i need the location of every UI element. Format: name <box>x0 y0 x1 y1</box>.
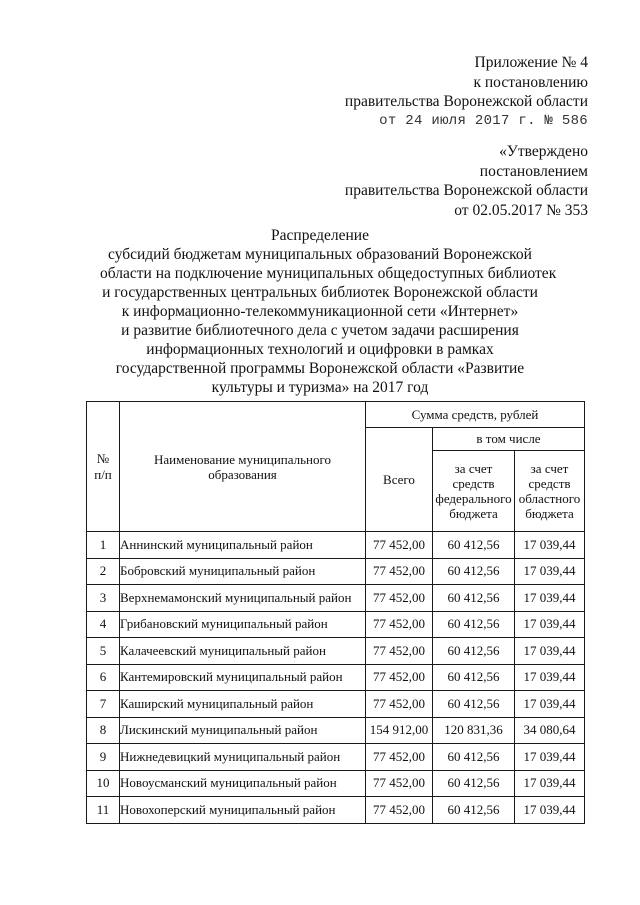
header-federal-line: за счет <box>454 461 493 476</box>
title-line: субсидий бюджетам муниципальных образований Воронежской <box>108 246 532 263</box>
title-line: культуры и туризма» на 2017 год <box>211 379 429 396</box>
row-federal: 120 831,36 <box>433 717 515 744</box>
row-number: 6 <box>87 664 120 691</box>
approved-line-1: «Утверждено <box>499 143 588 160</box>
row-total: 77 452,00 <box>366 744 433 771</box>
table-row <box>87 664 585 691</box>
row-name: Каширский муниципальный район <box>120 691 366 718</box>
row-total: 77 452,00 <box>366 532 433 559</box>
row-federal: 60 412,56 <box>433 611 515 638</box>
row-number: 8 <box>87 717 120 744</box>
table-row <box>87 717 585 744</box>
header-name <box>120 402 366 532</box>
table-row <box>87 585 585 612</box>
approved-line-2: постановлением <box>479 162 588 180</box>
row-regional: 17 039,44 <box>515 691 585 718</box>
row-name: Лискинский муниципальный район <box>120 717 366 744</box>
row-regional: 17 039,44 <box>515 585 585 612</box>
row-federal: 60 412,56 <box>433 691 515 718</box>
header-federal-line: бюджета <box>449 506 498 521</box>
header-federal-line: федерального <box>435 491 512 506</box>
header-regional-line: областного <box>518 491 581 506</box>
table-row <box>87 744 585 771</box>
row-name: Бобровский муниципальный район <box>120 558 366 585</box>
title-line: и развитие библиотечного дела с учетом задачи расширения <box>121 322 519 339</box>
row-regional: 17 039,44 <box>515 611 585 638</box>
title-line: Распределение <box>271 227 369 244</box>
row-regional: 17 039,44 <box>515 770 585 797</box>
table-body <box>87 532 585 824</box>
row-number: 4 <box>87 611 120 638</box>
row-regional: 17 039,44 <box>515 744 585 771</box>
header-regional-line: бюджета <box>525 506 574 521</box>
header-num-line-1: № <box>96 450 110 466</box>
table-row <box>87 611 585 638</box>
header-num <box>87 402 120 532</box>
table-row <box>87 558 585 585</box>
annex-line-2: к постановлению <box>473 73 588 91</box>
row-federal: 60 412,56 <box>433 797 515 824</box>
title-line: информационных технологий и оцифровки в рамках <box>146 341 494 358</box>
row-total: 154 912,00 <box>366 717 433 744</box>
header-num-line-2: п/п <box>94 466 112 482</box>
row-total: 77 452,00 <box>366 691 433 718</box>
header-regional-line: средств <box>528 476 571 491</box>
row-regional: 17 039,44 <box>515 638 585 665</box>
row-number: 2 <box>87 558 120 585</box>
row-regional: 34 080,64 <box>515 717 585 744</box>
title-line: государственной программы Воронежской области «Развитие <box>115 360 525 377</box>
row-name: Верхнемамонский муниципальный район <box>120 585 366 612</box>
header-regional <box>515 451 585 532</box>
approved-block <box>345 142 588 220</box>
row-total: 77 452,00 <box>366 770 433 797</box>
row-number: 9 <box>87 744 120 771</box>
row-name: Новохоперский муниципальный район <box>120 797 366 824</box>
row-name: Калачеевский муниципальный район <box>120 638 366 665</box>
row-name: Аннинский муниципальный район <box>120 532 366 559</box>
row-name: Кантемировский муниципальный район <box>120 664 366 691</box>
header-federal-line: средств <box>452 476 495 491</box>
row-total: 77 452,00 <box>366 558 433 585</box>
annex-line-1: Приложение № 4 <box>474 54 588 71</box>
table-row <box>87 691 585 718</box>
row-federal: 60 412,56 <box>433 532 515 559</box>
header-name-line-2: образования <box>208 466 277 482</box>
subsidy-table <box>86 401 585 824</box>
title-line: области на подключение муниципальных общедоступных библиотек <box>100 265 557 282</box>
row-number: 7 <box>87 691 120 718</box>
row-regional: 17 039,44 <box>515 532 585 559</box>
header-including: в том числе <box>433 428 585 451</box>
approved-line-3: правительства Воронежской области <box>344 182 588 199</box>
title-line: и государственных центральных библиотек Воронежской области <box>102 284 538 301</box>
row-total: 77 452,00 <box>366 585 433 612</box>
row-regional: 17 039,44 <box>515 797 585 824</box>
annex-block <box>345 53 588 131</box>
row-total: 77 452,00 <box>366 797 433 824</box>
row-number: 5 <box>87 638 120 665</box>
annex-line-3: правительства Воронежской области <box>344 93 588 110</box>
header-federal <box>433 451 515 532</box>
row-total: 77 452,00 <box>366 638 433 665</box>
row-federal: 60 412,56 <box>433 558 515 585</box>
header-regional-line: за счет <box>530 461 569 476</box>
approved-line-4: от 02.05.2017 № 353 <box>454 201 588 219</box>
row-federal: 60 412,56 <box>433 770 515 797</box>
row-number: 1 <box>87 532 120 559</box>
row-number: 11 <box>87 797 120 824</box>
header-total: Всего <box>366 428 433 532</box>
annex-date: от 24 июля 2017 г. № 586 <box>379 112 588 129</box>
row-name: Нижнедевицкий муниципальный район <box>120 744 366 771</box>
row-federal: 60 412,56 <box>433 664 515 691</box>
row-number: 10 <box>87 770 120 797</box>
title-line: к информационно-телекоммуникационной сети «Интернет» <box>121 303 519 320</box>
table-row <box>87 638 585 665</box>
row-total: 77 452,00 <box>366 611 433 638</box>
header-name-line-1: Наименование муниципального <box>153 451 332 467</box>
row-regional: 17 039,44 <box>515 558 585 585</box>
row-federal: 60 412,56 <box>433 744 515 771</box>
row-name: Грибановский муниципальный район <box>120 611 366 638</box>
row-total: 77 452,00 <box>366 664 433 691</box>
header-sum: Сумма средств, рублей <box>366 402 585 428</box>
row-name: Новоусманский муниципальный район <box>120 770 366 797</box>
row-number: 3 <box>87 585 120 612</box>
row-regional: 17 039,44 <box>515 664 585 691</box>
row-federal: 60 412,56 <box>433 585 515 612</box>
table-row <box>87 532 585 559</box>
table-row <box>87 797 585 824</box>
document-title <box>100 226 557 397</box>
table-row <box>87 770 585 797</box>
row-federal: 60 412,56 <box>433 638 515 665</box>
